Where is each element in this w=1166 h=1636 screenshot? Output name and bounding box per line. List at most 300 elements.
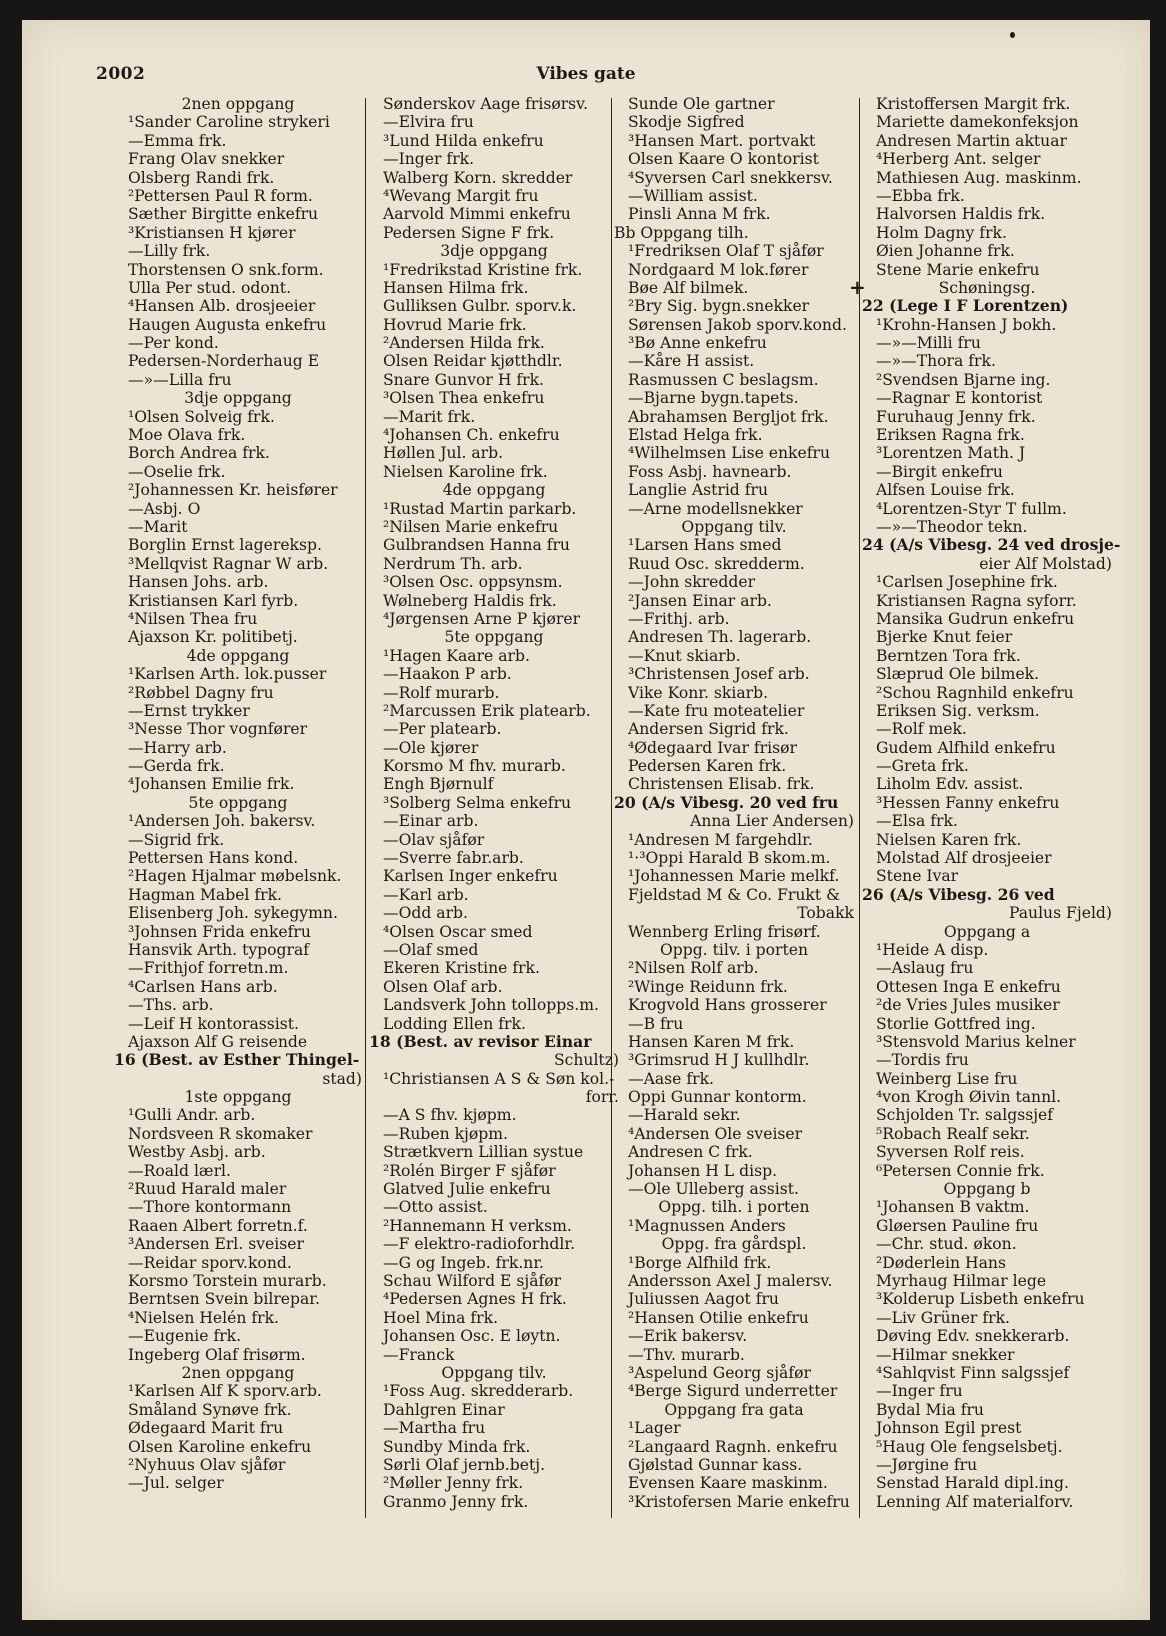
cross-street-marker-icon: + <box>849 274 866 299</box>
resident-entry: —William assist. <box>628 186 758 205</box>
resident-entry: Abrahamsen Bergljot frk. <box>628 407 829 426</box>
resident-entry: ⁴von Krogh Øivin tannl. <box>876 1088 1062 1107</box>
resident-entry: —Inger fru <box>876 1382 963 1401</box>
resident-entry: —»—Theodor tekn. <box>876 517 1028 536</box>
resident-entry: —Odd arb. <box>383 904 468 923</box>
resident-entry: Ajaxson Kr. politibetj. <box>128 628 298 647</box>
resident-entry: —Chr. stud. økon. <box>876 1235 1017 1254</box>
resident-entry: Pettersen Hans kond. <box>128 849 299 868</box>
resident-entry: Langlie Astrid fru <box>628 481 769 500</box>
directory-column-4 <box>849 95 1121 1511</box>
resident-entry: Gulliksen Gulbr. sporv.k. <box>383 297 577 316</box>
resident-entry: Sæther Birgitte enkefru <box>128 205 319 224</box>
resident-entry: Hansen Karen M frk. <box>628 1032 795 1051</box>
resident-entry: Andresen Martin aktuar <box>876 131 1067 150</box>
resident-entry: ⁵Haug Ole fengselsbetj. <box>876 1437 1063 1456</box>
column-divider <box>859 98 860 1518</box>
resident-entry: ³Lund Hilda enkefru <box>383 131 544 150</box>
resident-entry: Olsen Reidar kjøtthdlr. <box>383 352 563 371</box>
resident-entry: Moe Olava frk. <box>128 426 246 445</box>
resident-entry: ²Ruud Harald maler <box>128 1180 287 1199</box>
resident-entry: Glatved Julie enkefru <box>383 1180 551 1199</box>
cross-street-label: Schøningsg. <box>938 278 1036 297</box>
resident-entry: —Leif H kontorassist. <box>128 1014 299 1033</box>
stairway-heading: Oppg. fra gårdspl. <box>661 1235 807 1254</box>
resident-entry: Skodje Sigfred <box>628 113 745 132</box>
resident-entry: Pedersen Signe F frk. <box>383 223 555 242</box>
stairway-heading: 2nen oppgang <box>181 1363 295 1382</box>
entry-continuation: forr. <box>585 1088 619 1107</box>
resident-entry: ⁴Carlsen Hans arb. <box>128 977 278 996</box>
resident-entry: ⁴Johansen Ch. enkefru <box>383 426 560 445</box>
resident-entry: —Ole Ulleberg assist. <box>628 1180 800 1199</box>
resident-entry: —Bjarne bygn.tapets. <box>628 389 799 408</box>
resident-entry: Granmo Jenny frk. <box>383 1492 529 1511</box>
resident-entry: ⁴Wilhelmsen Lise enkefru <box>628 444 831 463</box>
resident-entry: Gjølstad Gunnar kass. <box>628 1455 803 1474</box>
resident-entry: Øien Johanne frk. <box>876 242 1015 261</box>
resident-entry: Westby Asbj. arb. <box>128 1143 266 1162</box>
resident-entry: Syversen Rolf reis. <box>876 1143 1025 1162</box>
resident-entry: Eriksen Sig. verksm. <box>876 701 1040 720</box>
resident-entry: ²Nyhuus Olav sjåfør <box>128 1455 286 1474</box>
resident-entry: —Franck <box>383 1345 455 1364</box>
resident-entry: ²Røbbel Dagny fru <box>128 683 274 702</box>
resident-entry: —Frithjof forretn.m. <box>128 959 289 978</box>
resident-entry: ⁴Herberg Ant. selger <box>876 150 1041 169</box>
resident-entry: ²Bry Sig. bygn.snekker <box>628 297 810 316</box>
resident-entry: —Karl arb. <box>383 885 469 904</box>
resident-entry: Bøe Alf bilmek. <box>628 278 749 297</box>
resident-entry: Andresen Th. lagerarb. <box>628 628 812 647</box>
resident-entry: ⁴Johansen Emilie frk. <box>128 775 295 794</box>
resident-entry: —Kate fru moteatelier <box>628 701 805 720</box>
stairway-heading: Oppgang fra gata <box>664 1400 804 1419</box>
resident-entry: Fjeldstad M & Co. Frukt & <box>628 885 840 904</box>
resident-entry: Hansen Johs. arb. <box>128 573 269 592</box>
resident-entry: Kristoffersen Margit frk. <box>876 95 1071 113</box>
resident-entry: Bydal Mia fru <box>876 1400 984 1419</box>
resident-entry: ²Langaard Ragnh. enkefru <box>628 1437 838 1456</box>
stairway-heading: Oppgang tilv. <box>681 517 787 536</box>
resident-entry: Kristiansen Karl fyrb. <box>128 591 299 610</box>
stairway-heading: Oppg. tilh. i porten <box>658 1198 810 1217</box>
resident-entry: ¹Sander Caroline strykeri <box>128 113 330 132</box>
resident-entry: Olsberg Randi frk. <box>128 168 275 187</box>
resident-entry: —Rolf murarb. <box>383 683 500 702</box>
resident-entry: Borch Andrea frk. <box>128 444 270 463</box>
resident-entry: —Hilmar snekker <box>876 1345 1015 1364</box>
resident-entry: —Harald sekr. <box>628 1106 741 1125</box>
street-title: Vibes gate <box>536 64 636 84</box>
resident-entry: ²Svendsen Bjarne ing. <box>876 370 1051 389</box>
resident-entry: Ulla Per stud. odont. <box>128 278 292 297</box>
resident-entry: Holm Dagny frk. <box>876 223 1007 242</box>
resident-entry: Mathiesen Aug. maskinm. <box>876 168 1082 187</box>
resident-entry: ³Bø Anne enkefru <box>628 334 767 353</box>
resident-entry: ⁴Jørgensen Arne P kjører <box>383 609 581 628</box>
resident-entry: Nordsveen R skomaker <box>128 1124 313 1143</box>
stairway-heading: 4de oppgang <box>442 481 546 500</box>
resident-entry: —Per platearb. <box>383 720 502 739</box>
resident-entry: —Olaf smed <box>383 940 479 959</box>
resident-entry: ⁴Pedersen Agnes H frk. <box>383 1290 567 1309</box>
resident-entry: Foss Asbj. havnearb. <box>628 462 792 481</box>
resident-entry: —Eugenie frk. <box>128 1327 242 1346</box>
resident-entry: —Frithj. arb. <box>628 609 730 628</box>
resident-entry: ²Hansen Otilie enkefru <box>628 1308 809 1327</box>
resident-entry: Nielsen Karen frk. <box>876 830 1022 849</box>
resident-entry: ¹Johannessen Marie melkf. <box>628 867 840 886</box>
resident-entry: ³Solberg Selma enkefru <box>383 793 572 812</box>
resident-entry: —Thore kontormann <box>128 1198 292 1217</box>
resident-entry: —»—Milli fru <box>876 334 981 353</box>
resident-entry: Haugen Augusta enkefru <box>128 315 327 334</box>
resident-entry: Gudem Alfhild enkefru <box>876 738 1056 757</box>
resident-entry: ¹Lager <box>628 1419 681 1438</box>
resident-entry: —Roald lærl. <box>128 1161 231 1180</box>
entry-continuation: Tobakk <box>797 904 854 923</box>
resident-entry: ⁴Hansen Alb. drosjeeier <box>128 297 316 316</box>
resident-entry: —Einar arb. <box>383 812 479 831</box>
resident-entry: Kristiansen Ragna syforr. <box>876 591 1077 610</box>
resident-entry: Johnson Egil prest <box>876 1419 1022 1438</box>
resident-entry: ¹Larsen Hans smed <box>628 536 782 555</box>
resident-entry: Schau Wilford E sjåfør <box>383 1272 562 1290</box>
directory-column-2 <box>369 95 619 1511</box>
resident-entry: —Elsa frk. <box>876 812 958 831</box>
resident-entry: —Haakon P arb. <box>383 665 512 684</box>
resident-entry: ¹Christiansen A S & Søn kol.- <box>383 1069 615 1088</box>
resident-entry: Sunde Ole gartner <box>628 95 775 113</box>
resident-entry: Landsverk John tollopps.m. <box>383 996 599 1015</box>
resident-entry: ¹Rustad Martin parkarb. <box>383 499 577 518</box>
resident-entry: —»—Thora frk. <box>876 352 996 371</box>
resident-entry: —Elvira fru <box>383 113 474 132</box>
stairway-heading: 5te oppgang <box>188 793 288 812</box>
ink-spot <box>1010 32 1015 38</box>
resident-entry: —Aase frk. <box>628 1069 714 1088</box>
resident-entry: ²Nilsen Rolf arb. <box>628 959 759 978</box>
page-number: 2002 <box>96 64 146 84</box>
resident-entry: Pedersen-Norderhaug E <box>128 352 320 371</box>
resident-entry: Elisenberg Joh. sykegymn. <box>128 904 338 923</box>
resident-entry: —Inger frk. <box>383 150 475 169</box>
resident-entry: —Liv Grüner frk. <box>876 1308 1010 1327</box>
resident-entry: —Erik bakersv. <box>628 1327 748 1346</box>
resident-entry: —Marit frk. <box>383 407 476 426</box>
resident-entry: Pedersen Karen frk. <box>628 757 787 776</box>
resident-entry: ¹Johansen B vaktm. <box>876 1198 1030 1217</box>
resident-entry: Elstad Helga frk. <box>628 426 763 445</box>
resident-entry: Bjerke Knut feier <box>876 628 1013 647</box>
resident-entry: ¹Hagen Kaare arb. <box>383 646 530 665</box>
resident-entry: Hansvik Arth. typograf <box>128 940 310 959</box>
stairway-heading: 3dje oppgang <box>440 242 548 261</box>
resident-entry: Korsmo Torstein murarb. <box>128 1272 327 1290</box>
resident-entry: —Knut skiarb. <box>628 646 741 665</box>
resident-entry: Nerdrum Th. arb. <box>383 554 523 573</box>
resident-entry: Thorstensen O snk.form. <box>128 260 324 279</box>
resident-entry: —Olav sjåfør <box>383 830 485 849</box>
resident-entry: Gløersen Pauline fru <box>876 1216 1039 1235</box>
resident-entry: —Oselie frk. <box>128 462 226 481</box>
stairway-heading: 3dje oppgang <box>184 389 292 408</box>
resident-entry: Ottesen Inga E enkefru <box>876 977 1061 996</box>
resident-entry: ²Jansen Einar arb. <box>628 591 772 610</box>
resident-entry: —Kåre H assist. <box>628 352 755 371</box>
resident-entry: ⁴Andersen Ole sveiser <box>628 1124 803 1143</box>
resident-entry: —Gerda frk. <box>128 757 225 776</box>
resident-entry: ³Olsen Osc. oppsynsm. <box>383 573 563 592</box>
resident-entry: —Ruben kjøpm. <box>383 1124 508 1143</box>
resident-entry: Strætkvern Lillian systue <box>383 1143 584 1162</box>
resident-entry: ²Andersen Hilda frk. <box>383 334 545 353</box>
resident-entry: Krogvold Hans grosserer <box>628 996 827 1015</box>
resident-entry: Gulbrandsen Hanna fru <box>383 536 570 555</box>
resident-entry: Olsen Kaare O kontorist <box>628 150 819 169</box>
resident-entry: Molstad Alf drosjeeier <box>876 849 1052 868</box>
resident-entry: ³Christensen Josef arb. <box>628 665 810 684</box>
resident-entry: —»—Lilla fru <box>128 370 232 389</box>
resident-entry: ¹Foss Aug. skredderarb. <box>383 1382 574 1401</box>
resident-entry: Raaen Albert forretn.f. <box>128 1216 308 1235</box>
resident-entry: ¹Carlsen Josephine frk. <box>876 573 1058 592</box>
stairway-heading: 5te oppgang <box>444 628 544 647</box>
resident-entry: Andersson Axel J malersv. <box>628 1272 833 1290</box>
resident-entry: Johansen H L disp. <box>628 1161 778 1180</box>
stairway-heading: 4de oppgang <box>186 646 290 665</box>
entry-continuation: Anna Lier Andersen) <box>690 812 854 831</box>
resident-entry: —Reidar sporv.kond. <box>128 1253 292 1272</box>
column-divider <box>365 98 366 1518</box>
resident-entry: ¹Karlsen Alf K sporv.arb. <box>128 1382 322 1401</box>
resident-entry: —Ole kjører <box>383 738 479 757</box>
resident-entry: Andresen C frk. <box>628 1143 753 1162</box>
resident-entry: Olsen Olaf arb. <box>383 977 503 996</box>
resident-entry: —Ths. arb. <box>128 996 214 1015</box>
resident-entry: Berntsen Svein bilrepar. <box>128 1290 321 1309</box>
resident-entry: Lodding Ellen frk. <box>383 1014 526 1033</box>
resident-entry: Bb Oppgang tilh. <box>614 223 749 242</box>
resident-entry: Wennberg Erling frisørf. <box>628 922 821 941</box>
resident-entry: Sørensen Jakob sporv.kond. <box>628 315 847 334</box>
resident-entry: Oppi Gunnar kontorm. <box>628 1088 807 1107</box>
resident-entry: Olsen Karoline enkefru <box>128 1437 312 1456</box>
resident-entry: —Otto assist. <box>383 1198 488 1217</box>
resident-entry: —Thv. murarb. <box>628 1345 745 1364</box>
resident-entry: Schjolden Tr. salgssjef <box>876 1106 1054 1125</box>
resident-entry: —Lilly frk. <box>128 242 211 261</box>
stairway-heading: 2nen oppgang <box>181 95 295 113</box>
resident-entry: ¹Krohn-Hansen J bokh. <box>876 315 1057 334</box>
resident-entry: ³Nesse Thor vognfører <box>128 720 308 739</box>
resident-entry: ¹Karlsen Arth. lok.pusser <box>128 665 327 684</box>
stairway-heading: Oppgang b <box>943 1180 1031 1199</box>
resident-entry: Korsmo M fhv. murarb. <box>383 757 566 776</box>
resident-entry: —Sverre fabr.arb. <box>383 849 524 868</box>
resident-entry: Hovrud Marie frk. <box>383 315 527 334</box>
resident-entry: Johansen Osc. E løytn. <box>383 1327 561 1346</box>
entry-continuation: stad) <box>322 1069 362 1088</box>
resident-entry: —Jul. selger <box>128 1474 224 1493</box>
house-number-entry: 20 (A/s Vibesg. 20 ved fru <box>614 792 839 812</box>
resident-entry: ²Døderlein Hans <box>876 1253 1006 1272</box>
resident-entry: Dahlgren Einar <box>383 1400 505 1419</box>
resident-entry: ³Hansen Mart. portvakt <box>628 131 816 150</box>
resident-entry: —G og Ingeb. frk.nr. <box>383 1253 545 1272</box>
resident-entry: Christensen Elisab. frk. <box>628 775 815 794</box>
resident-entry: Myrhaug Hilmar lege <box>876 1272 1047 1290</box>
resident-entry: ¹Fredrikstad Kristine frk. <box>383 260 583 279</box>
house-number-entry: 16 (Best. av Esther Thingel- <box>114 1050 360 1070</box>
resident-entry: —Greta frk. <box>876 757 969 776</box>
resident-entry: Nordgaard M lok.fører <box>628 260 809 279</box>
resident-entry: ¹Andersen Joh. bakersv. <box>128 812 316 831</box>
resident-entry: ⁴Olsen Oscar smed <box>383 922 533 941</box>
directory-page <box>22 20 1150 1620</box>
resident-entry: ¹·³Oppi Harald B skom.m. <box>628 849 831 868</box>
resident-entry: Alfsen Louise frk. <box>876 481 1015 500</box>
resident-entry: ³Hessen Fanny enkefru <box>876 793 1060 812</box>
resident-entry: —Sigrid frk. <box>128 830 225 849</box>
resident-entry: Karlsen Inger enkefru <box>383 867 558 886</box>
resident-entry: —Emma frk. <box>128 131 227 150</box>
stairway-heading: Oppg. tilv. i porten <box>659 940 809 959</box>
resident-entry: Halvorsen Haldis frk. <box>876 205 1046 224</box>
resident-entry: ¹Borge Alfhild frk. <box>628 1253 772 1272</box>
resident-entry: Furuhaug Jenny frk. <box>876 407 1036 426</box>
resident-entry: Snare Gunvor H frk. <box>383 370 545 389</box>
resident-entry: Ruud Osc. skredderm. <box>628 554 805 573</box>
resident-entry: Sundby Minda frk. <box>383 1437 531 1456</box>
stairway-heading: Oppgang a <box>943 922 1031 941</box>
directory-column-1 <box>114 95 362 1493</box>
resident-entry: Stene Marie enkefru <box>876 260 1040 279</box>
resident-entry: Walberg Korn. skredder <box>383 168 573 187</box>
resident-entry: ⁴Sahlqvist Finn salgssjef <box>876 1363 1070 1382</box>
resident-entry: ⁴Nilsen Thea fru <box>128 609 258 628</box>
entry-continuation: Schultz) <box>553 1051 619 1070</box>
resident-entry: ²Hagen Hjalmar møbelsnk. <box>128 867 342 886</box>
resident-entry: Lenning Alf materialforv. <box>876 1492 1074 1511</box>
resident-entry: ³Kristiansen H kjører <box>128 223 296 242</box>
resident-entry: Frang Olav snekker <box>128 150 285 169</box>
resident-entry: ⁴Syversen Carl snekkersv. <box>628 168 833 187</box>
resident-entry: —Per kond. <box>128 334 219 353</box>
resident-entry: ³Kolderup Lisbeth enkefru <box>876 1290 1085 1309</box>
resident-entry: Hoel Mina frk. <box>383 1308 499 1327</box>
resident-entry: ³Mellqvist Ragnar W arb. <box>128 554 329 573</box>
house-number-entry: 26 (A/s Vibesg. 26 ved <box>862 884 1055 904</box>
entry-continuation: eier Alf Molstad) <box>979 554 1112 573</box>
resident-entry: ²de Vries Jules musiker <box>876 996 1060 1015</box>
resident-entry: Mansika Gudrun enkefru <box>876 609 1075 628</box>
resident-entry: Nielsen Karoline frk. <box>383 462 548 481</box>
resident-entry: ¹Gulli Andr. arb. <box>128 1106 256 1125</box>
resident-entry: Hansen Hilma frk. <box>383 278 529 297</box>
resident-entry: ³Lorentzen Math. J <box>876 444 1026 463</box>
resident-entry: —Ebba frk. <box>876 186 965 205</box>
resident-entry: ³Olsen Thea enkefru <box>383 389 545 408</box>
house-number-entry: 18 (Best. av revisor Einar <box>369 1031 592 1051</box>
resident-entry: Ødegaard Marit fru <box>128 1419 284 1438</box>
resident-entry: Berntzen Tora frk. <box>876 646 1021 665</box>
entry-continuation: Paulus Fjeld) <box>1008 904 1112 923</box>
resident-entry: Ekeren Kristine frk. <box>383 959 540 978</box>
resident-entry: Liholm Edv. assist. <box>876 775 1024 794</box>
resident-entry: —Jørgine fru <box>876 1455 978 1474</box>
resident-entry: Ingeberg Olaf frisørm. <box>128 1345 306 1364</box>
resident-entry: ²Rolén Birger F sjåfør <box>383 1161 556 1180</box>
resident-entry: Aarvold Mimmi enkefru <box>383 205 571 224</box>
resident-entry: —A S fhv. kjøpm. <box>383 1106 517 1125</box>
resident-entry: Andersen Sigrid frk. <box>628 720 789 739</box>
resident-entry: —F elektro-radioforhdlr. <box>383 1235 576 1254</box>
resident-entry: Sønderskov Aage frisørsv. <box>383 95 589 113</box>
resident-entry: ²Nilsen Marie enkefru <box>383 517 559 536</box>
resident-entry: ¹Fredriksen Olaf T sjåfør <box>628 242 824 261</box>
resident-entry: —B fru <box>628 1014 684 1033</box>
resident-entry: Småland Synøve frk. <box>128 1400 292 1419</box>
resident-entry: —Asbj. O <box>128 499 201 518</box>
resident-entry: —Arne modellsnekker <box>628 499 803 518</box>
resident-entry: —Tordis fru <box>876 1051 969 1070</box>
resident-entry: Pinsli Anna M frk. <box>628 205 771 224</box>
resident-entry: Borglin Ernst lagereksp. <box>128 536 322 555</box>
resident-entry: ¹Andresen M fargehdlr. <box>628 830 813 849</box>
resident-entry: —Martha fru <box>383 1419 486 1438</box>
resident-entry: Hagman Mabel frk. <box>128 885 283 904</box>
resident-entry: Eriksen Ragna frk. <box>876 426 1025 445</box>
stairway-heading: 1ste oppgang <box>184 1088 292 1107</box>
resident-entry: Stene Ivar <box>876 867 959 886</box>
resident-entry: ¹Magnussen Anders <box>628 1216 786 1235</box>
resident-entry: Sørli Olaf jernb.betj. <box>383 1455 546 1474</box>
resident-entry: ⁵Robach Realf sekr. <box>876 1124 1030 1143</box>
resident-entry: ⁶Petersen Connie frk. <box>876 1161 1045 1180</box>
resident-entry: Ajaxson Alf G reisende <box>128 1032 308 1051</box>
stairway-heading: Oppgang tilv. <box>441 1363 547 1382</box>
resident-entry: —Harry arb. <box>128 738 227 757</box>
resident-entry: ²Pettersen Paul R form. <box>128 186 313 205</box>
cross-street-row <box>849 274 1112 299</box>
resident-entry: Rasmussen C beslagsm. <box>628 370 819 389</box>
resident-entry: ¹Olsen Solveig frk. <box>128 407 275 426</box>
resident-entry: ³Stensvold Marius kelner <box>876 1032 1076 1051</box>
resident-entry: —Marit <box>128 517 188 536</box>
resident-entry: —Ernst trykker <box>128 701 250 720</box>
resident-entry: Døving Edv. snekkerarb. <box>876 1327 1070 1346</box>
resident-entry: ⁴Wevang Margit fru <box>383 186 539 205</box>
resident-entry: Senstad Harald dipl.ing. <box>876 1474 1069 1493</box>
resident-entry: ³Aspelund Georg sjåfør <box>628 1363 811 1382</box>
resident-entry: Weinberg Lise fru <box>876 1069 1018 1088</box>
resident-entry: Storlie Gottfred ing. <box>876 1014 1036 1033</box>
resident-entry: Evensen Kaare maskinm. <box>628 1474 828 1493</box>
resident-entry: —Aslaug fru <box>876 959 974 978</box>
resident-entry: ²Winge Reidunn frk. <box>628 977 788 996</box>
house-number-entry: 24 (A/s Vibesg. 24 ved drosje- <box>862 535 1121 555</box>
resident-entry: —Ragnar E kontorist <box>876 389 1043 408</box>
resident-entry: ²Johannessen Kr. heisfører <box>128 481 338 500</box>
resident-entry: Wølneberg Haldis frk. <box>383 591 557 610</box>
resident-entry: Engh Bjørnulf <box>383 775 494 794</box>
resident-entry: —John skredder <box>628 573 756 592</box>
resident-entry: ³Grimsrud H J kullhdlr. <box>628 1051 810 1070</box>
resident-entry: Mariette damekonfeksjon <box>876 113 1079 132</box>
resident-entry: —Birgit enkefru <box>876 462 1003 481</box>
